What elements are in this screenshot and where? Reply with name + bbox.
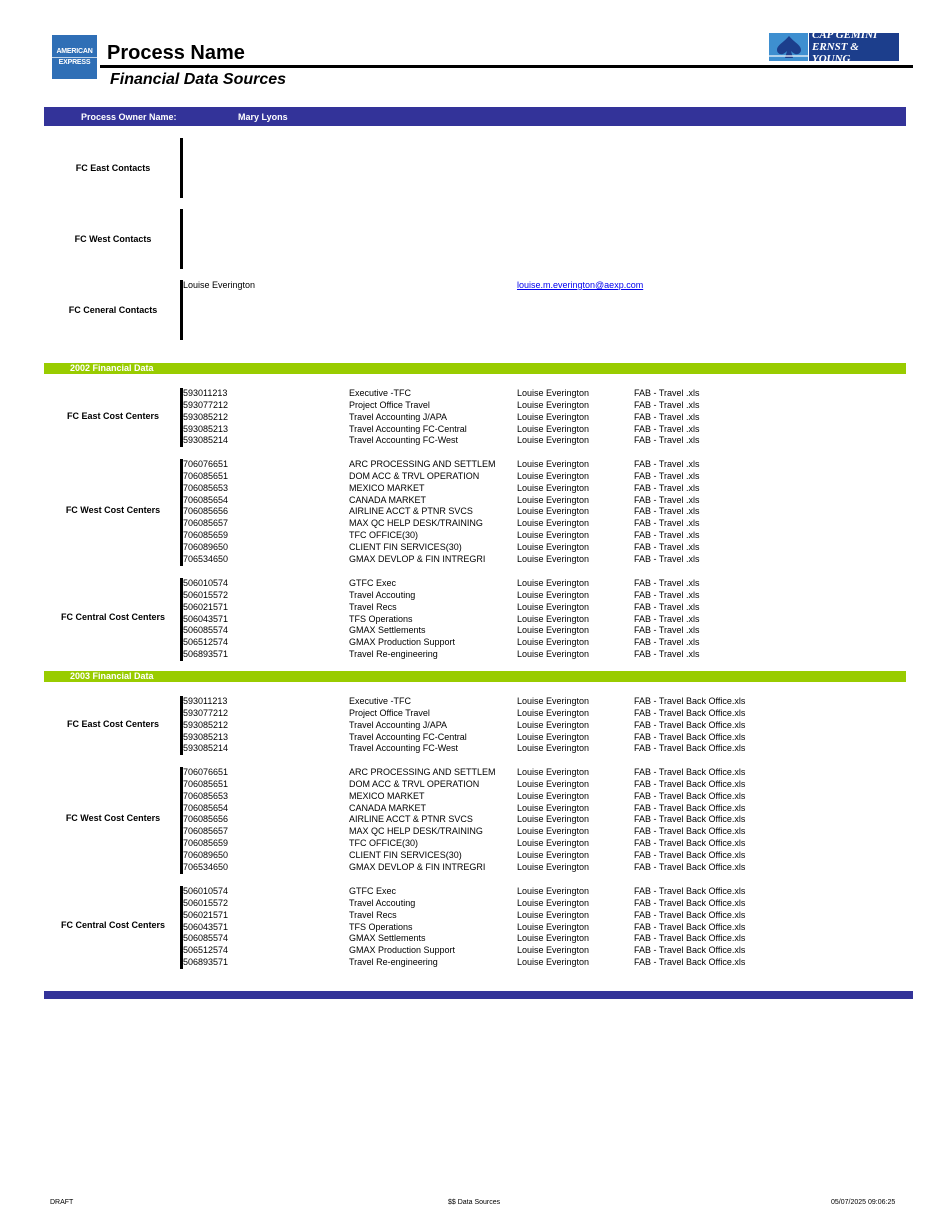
cost-center-name: Executive -TFC bbox=[349, 696, 412, 706]
cost-center-number: 506015572 bbox=[183, 897, 229, 908]
footer-timestamp: 05/07/2025 09:06:25 bbox=[831, 1199, 896, 1206]
cost-center-owner: Louise Everington bbox=[517, 767, 590, 777]
cost-center-source-file: FAB - Travel .xls bbox=[634, 530, 700, 541]
cost-center-number: 706534650 bbox=[183, 553, 229, 564]
cost-center-owner: Louise Everington bbox=[517, 470, 590, 481]
cost-center-name: MAX QC HELP DESK/TRAINING bbox=[349, 826, 483, 837]
cost-center-number: 506085574 bbox=[183, 933, 229, 944]
cost-center-name: Project Office Travel bbox=[349, 399, 430, 410]
cost-center-owner: Louise Everington bbox=[517, 957, 590, 968]
cge-logo-line-1: CAP GEMINI bbox=[812, 29, 878, 41]
cost-center-owner: Louise Everington bbox=[517, 435, 590, 446]
cost-center-source-file: FAB - Travel Back Office.xls bbox=[634, 838, 746, 849]
cost-center-source-file: FAB - Travel Back Office.xls bbox=[634, 731, 746, 742]
cost-center-source-file: FAB - Travel Back Office.xls bbox=[634, 861, 746, 872]
cost-center-source-file: FAB - Travel .xls bbox=[634, 506, 700, 517]
cost-center-owner: Louise Everington bbox=[517, 897, 590, 908]
cost-center-source-file: FAB - Travel Back Office.xls bbox=[634, 790, 746, 801]
cost-center-source-file: FAB - Travel Back Office.xls bbox=[634, 707, 746, 718]
cost-center-name: Travel Accounting J/APA bbox=[349, 719, 448, 730]
cost-center-owner: Louise Everington bbox=[517, 518, 590, 529]
cost-center-name: GMAX DEVLOP & FIN INTREGRI bbox=[349, 553, 486, 564]
cost-center-number: 506015572 bbox=[183, 589, 229, 600]
cost-center-name: GMAX Settlements bbox=[349, 625, 426, 636]
page-title: Process Name bbox=[107, 42, 245, 64]
cost-center-number: 506010574 bbox=[183, 886, 229, 896]
cost-center-source-file: FAB - Travel Back Office.xls bbox=[634, 767, 746, 777]
cost-center-name: DOM ACC & TRVL OPERATION bbox=[349, 470, 480, 481]
cost-center-owner: Louise Everington bbox=[517, 589, 590, 600]
page-subtitle: Financial Data Sources bbox=[110, 71, 287, 88]
cost-center-source-file: FAB - Travel Back Office.xls bbox=[634, 886, 746, 896]
cost-center-number: 706085656 bbox=[183, 506, 229, 517]
cost-center-source-file: FAB - Travel .xls bbox=[634, 541, 700, 552]
cost-center-owner: Louise Everington bbox=[517, 696, 590, 706]
cost-center-source-file: FAB - Travel Back Office.xls bbox=[634, 909, 746, 920]
cost-center-number: 706089650 bbox=[183, 849, 229, 860]
cost-center-number: 706085657 bbox=[183, 826, 229, 837]
title-rule bbox=[100, 65, 913, 68]
cost-center-group-label: FC Central Cost Centers bbox=[60, 612, 166, 623]
cost-center-number: 506512574 bbox=[183, 637, 229, 648]
cost-center-number: 706534650 bbox=[183, 861, 229, 872]
cost-center-source-file: FAB - Travel .xls bbox=[634, 649, 700, 660]
cost-center-owner: Louise Everington bbox=[517, 909, 590, 920]
fc-east-contacts-label: FC East Contacts bbox=[75, 163, 151, 173]
cost-center-owner: Louise Everington bbox=[517, 482, 590, 493]
cost-center-owner: Louise Everington bbox=[517, 423, 590, 434]
fc-west-contacts-divider bbox=[180, 209, 183, 269]
cost-center-number: 593085212 bbox=[183, 719, 229, 730]
cost-center-number: 706085653 bbox=[183, 482, 229, 493]
cost-center-name: Travel Recs bbox=[349, 601, 397, 612]
cost-center-owner: Louise Everington bbox=[517, 625, 590, 636]
cost-center-number: 506893571 bbox=[183, 957, 229, 968]
cost-center-owner: Louise Everington bbox=[517, 459, 590, 469]
amex-logo-line-2: EXPRESS bbox=[58, 58, 91, 66]
cost-center-owner: Louise Everington bbox=[517, 826, 590, 837]
cost-center-number: 506043571 bbox=[183, 613, 229, 624]
cost-center-name: GMAX Settlements bbox=[349, 933, 426, 944]
american-express-logo bbox=[52, 35, 97, 79]
cost-center-number: 593085214 bbox=[183, 435, 229, 446]
cost-center-name: GMAX Production Support bbox=[349, 637, 456, 648]
cost-center-number: 593085212 bbox=[183, 411, 229, 422]
cost-center-name: Travel Accouting bbox=[349, 897, 416, 908]
general-contact-name: Louise Everington bbox=[183, 280, 256, 290]
cost-center-name: Project Office Travel bbox=[349, 707, 430, 718]
cost-center-owner: Louise Everington bbox=[517, 802, 590, 813]
cost-center-source-file: FAB - Travel .xls bbox=[634, 482, 700, 493]
cost-center-group-label: FC West Cost Centers bbox=[65, 505, 161, 516]
cost-center-name: GTFC Exec bbox=[349, 886, 397, 896]
footer-sheet-name: $$ Data Sources bbox=[448, 1199, 501, 1206]
cost-center-group-label: FC Central Cost Centers bbox=[60, 920, 166, 931]
cost-center-source-file: FAB - Travel Back Office.xls bbox=[634, 945, 746, 956]
bottom-rule bbox=[44, 991, 913, 999]
cost-center-source-file: FAB - Travel .xls bbox=[634, 601, 700, 612]
cost-center-number: 706085657 bbox=[183, 518, 229, 529]
cost-center-source-file: FAB - Travel .xls bbox=[634, 613, 700, 624]
cost-center-source-file: FAB - Travel Back Office.xls bbox=[634, 849, 746, 860]
spade-icon bbox=[769, 33, 809, 61]
cost-center-number: 506512574 bbox=[183, 945, 229, 956]
cost-center-name: Travel Accounting FC-West bbox=[349, 743, 459, 754]
cost-center-name: AIRLINE ACCT & PTNR SVCS bbox=[349, 506, 473, 517]
cost-center-owner: Louise Everington bbox=[517, 814, 590, 825]
cge-logo-line-2: ERNST & YOUNG bbox=[812, 41, 859, 65]
cost-center-name: Travel Recs bbox=[349, 909, 397, 920]
cost-center-name: Travel Re-engineering bbox=[349, 649, 438, 660]
cost-center-source-file: FAB - Travel Back Office.xls bbox=[634, 719, 746, 730]
cost-center-name: TFS Operations bbox=[349, 613, 413, 624]
cost-center-number: 706085659 bbox=[183, 530, 229, 541]
cost-center-number: 706076651 bbox=[183, 459, 229, 469]
cost-center-owner: Louise Everington bbox=[517, 411, 590, 422]
cost-center-name: CANADA MARKET bbox=[349, 494, 427, 505]
cost-center-name: Travel Accounting FC-West bbox=[349, 435, 459, 446]
cost-center-group-label: FC East Cost Centers bbox=[66, 718, 160, 729]
cost-center-number: 706085653 bbox=[183, 790, 229, 801]
cost-center-source-file: FAB - Travel .xls bbox=[634, 518, 700, 529]
cost-center-number: 706085654 bbox=[183, 494, 229, 505]
cost-center-owner: Louise Everington bbox=[517, 530, 590, 541]
cost-center-source-file: FAB - Travel Back Office.xls bbox=[634, 778, 746, 789]
cost-center-name: MEXICO MARKET bbox=[349, 482, 425, 493]
cost-center-owner: Louise Everington bbox=[517, 849, 590, 860]
cost-center-name: GTFC Exec bbox=[349, 578, 397, 588]
cost-center-name: Travel Accouting bbox=[349, 589, 416, 600]
cost-center-owner: Louise Everington bbox=[517, 388, 590, 398]
cost-center-name: CLIENT FIN SERVICES(30) bbox=[349, 541, 462, 552]
fc-general-contacts-label: FC Ceneral Contacts bbox=[68, 305, 158, 315]
cost-center-name: TFC OFFICE(30) bbox=[349, 838, 418, 849]
cost-center-source-file: FAB - Travel Back Office.xls bbox=[634, 933, 746, 944]
cost-center-source-file: FAB - Travel .xls bbox=[634, 388, 700, 398]
cost-center-owner: Louise Everington bbox=[517, 921, 590, 932]
cost-center-owner: Louise Everington bbox=[517, 743, 590, 754]
cost-center-source-file: FAB - Travel Back Office.xls bbox=[634, 696, 746, 706]
cost-center-name: Travel Accounting FC-Central bbox=[349, 731, 467, 742]
cost-center-owner: Louise Everington bbox=[517, 494, 590, 505]
fc-east-contacts-divider bbox=[180, 138, 183, 198]
cost-center-source-file: FAB - Travel Back Office.xls bbox=[634, 814, 746, 825]
cost-center-owner: Louise Everington bbox=[517, 637, 590, 648]
cost-center-name: CANADA MARKET bbox=[349, 802, 427, 813]
cost-center-number: 706076651 bbox=[183, 767, 229, 777]
cost-center-number: 593077212 bbox=[183, 707, 229, 718]
cost-center-name: TFC OFFICE(30) bbox=[349, 530, 418, 541]
cost-center-source-file: FAB - Travel .xls bbox=[634, 589, 700, 600]
cost-center-source-file: FAB - Travel .xls bbox=[634, 459, 700, 469]
cost-center-owner: Louise Everington bbox=[517, 541, 590, 552]
section-title: 2003 Financial Data bbox=[70, 671, 154, 681]
cost-center-source-file: FAB - Travel .xls bbox=[634, 625, 700, 636]
cost-center-name: MAX QC HELP DESK/TRAINING bbox=[349, 518, 483, 529]
cost-center-name: Travel Accounting J/APA bbox=[349, 411, 448, 422]
cost-center-name: TFS Operations bbox=[349, 921, 413, 932]
cost-center-number: 506893571 bbox=[183, 649, 229, 660]
cost-center-owner: Louise Everington bbox=[517, 399, 590, 410]
cost-center-source-file: FAB - Travel .xls bbox=[634, 553, 700, 564]
cost-center-name: Executive -TFC bbox=[349, 388, 412, 398]
cost-center-name: MEXICO MARKET bbox=[349, 790, 425, 801]
cost-center-source-file: FAB - Travel Back Office.xls bbox=[634, 897, 746, 908]
cost-center-number: 506010574 bbox=[183, 578, 229, 588]
cost-center-source-file: FAB - Travel Back Office.xls bbox=[634, 743, 746, 754]
cost-center-number: 506021571 bbox=[183, 601, 229, 612]
cost-center-source-file: FAB - Travel Back Office.xls bbox=[634, 826, 746, 837]
cost-center-name: Travel Accounting FC-Central bbox=[349, 423, 467, 434]
cost-center-owner: Louise Everington bbox=[517, 601, 590, 612]
cost-center-owner: Louise Everington bbox=[517, 861, 590, 872]
cap-gemini-ernst-young-logo bbox=[769, 29, 899, 65]
cost-center-owner: Louise Everington bbox=[517, 945, 590, 956]
cost-center-number: 706089650 bbox=[183, 541, 229, 552]
amex-logo-line-1: AMERICAN bbox=[56, 47, 93, 55]
cost-center-owner: Louise Everington bbox=[517, 707, 590, 718]
cost-center-owner: Louise Everington bbox=[517, 838, 590, 849]
cost-center-number: 706085656 bbox=[183, 814, 229, 825]
cost-center-number: 506021571 bbox=[183, 909, 229, 920]
section-bar bbox=[44, 363, 906, 374]
amex-logo-band bbox=[52, 57, 97, 58]
cost-center-number: 706085654 bbox=[183, 802, 229, 813]
cost-center-name: ARC PROCESSING AND SETTLEM bbox=[349, 767, 496, 777]
cost-center-number: 506043571 bbox=[183, 921, 229, 932]
general-contact-email-link[interactable]: louise.m.everington@aexp.com bbox=[517, 280, 644, 290]
cost-center-group-label: FC East Cost Centers bbox=[66, 410, 160, 421]
cost-center-source-file: FAB - Travel .xls bbox=[634, 411, 700, 422]
cost-center-owner: Louise Everington bbox=[517, 649, 590, 660]
cost-center-owner: Louise Everington bbox=[517, 886, 590, 896]
cost-center-number: 706085659 bbox=[183, 838, 229, 849]
cost-center-source-file: FAB - Travel .xls bbox=[634, 578, 700, 588]
cost-center-number: 706085651 bbox=[183, 778, 229, 789]
cost-center-owner: Louise Everington bbox=[517, 790, 590, 801]
cost-center-source-file: FAB - Travel Back Office.xls bbox=[634, 802, 746, 813]
section-title: 2002 Financial Data bbox=[70, 363, 154, 373]
process-owner-label: Process Owner Name: bbox=[81, 112, 177, 122]
cost-center-owner: Louise Everington bbox=[517, 719, 590, 730]
cost-center-group-label: FC West Cost Centers bbox=[65, 813, 161, 824]
cost-center-source-file: FAB - Travel .xls bbox=[634, 399, 700, 410]
cost-center-name: DOM ACC & TRVL OPERATION bbox=[349, 778, 480, 789]
cost-center-number: 593077212 bbox=[183, 399, 229, 410]
footer-draft: DRAFT bbox=[50, 1199, 74, 1206]
cost-center-number: 593085213 bbox=[183, 731, 229, 742]
cost-center-number: 593011213 bbox=[183, 388, 228, 398]
cost-center-source-file: FAB - Travel Back Office.xls bbox=[634, 921, 746, 932]
cost-center-owner: Louise Everington bbox=[517, 778, 590, 789]
section-bar bbox=[44, 671, 906, 682]
cost-center-name: ARC PROCESSING AND SETTLEM bbox=[349, 459, 496, 469]
cost-center-owner: Louise Everington bbox=[517, 731, 590, 742]
cost-center-owner: Louise Everington bbox=[517, 613, 590, 624]
cost-center-name: GMAX DEVLOP & FIN INTREGRI bbox=[349, 861, 486, 872]
cost-center-source-file: FAB - Travel .xls bbox=[634, 423, 700, 434]
cost-center-owner: Louise Everington bbox=[517, 578, 590, 588]
process-owner-value: Mary Lyons bbox=[238, 112, 288, 122]
cost-center-name: AIRLINE ACCT & PTNR SVCS bbox=[349, 814, 473, 825]
cost-center-owner: Louise Everington bbox=[517, 553, 590, 564]
cost-center-number: 506085574 bbox=[183, 625, 229, 636]
fc-west-contacts-label: FC West Contacts bbox=[74, 234, 152, 244]
cost-center-owner: Louise Everington bbox=[517, 506, 590, 517]
cost-center-source-file: FAB - Travel Back Office.xls bbox=[634, 957, 746, 968]
cost-center-number: 706085651 bbox=[183, 470, 229, 481]
cost-center-owner: Louise Everington bbox=[517, 933, 590, 944]
cost-center-number: 593085213 bbox=[183, 423, 229, 434]
cost-center-number: 593085214 bbox=[183, 743, 229, 754]
cost-center-number: 593011213 bbox=[183, 696, 228, 706]
process-owner-bar bbox=[44, 107, 906, 126]
cost-center-source-file: FAB - Travel .xls bbox=[634, 435, 700, 446]
cost-center-name: GMAX Production Support bbox=[349, 945, 456, 956]
cost-center-source-file: FAB - Travel .xls bbox=[634, 637, 700, 648]
cost-center-name: CLIENT FIN SERVICES(30) bbox=[349, 849, 462, 860]
cost-center-name: Travel Re-engineering bbox=[349, 957, 438, 968]
cost-center-source-file: FAB - Travel .xls bbox=[634, 470, 700, 481]
cost-center-source-file: FAB - Travel .xls bbox=[634, 494, 700, 505]
